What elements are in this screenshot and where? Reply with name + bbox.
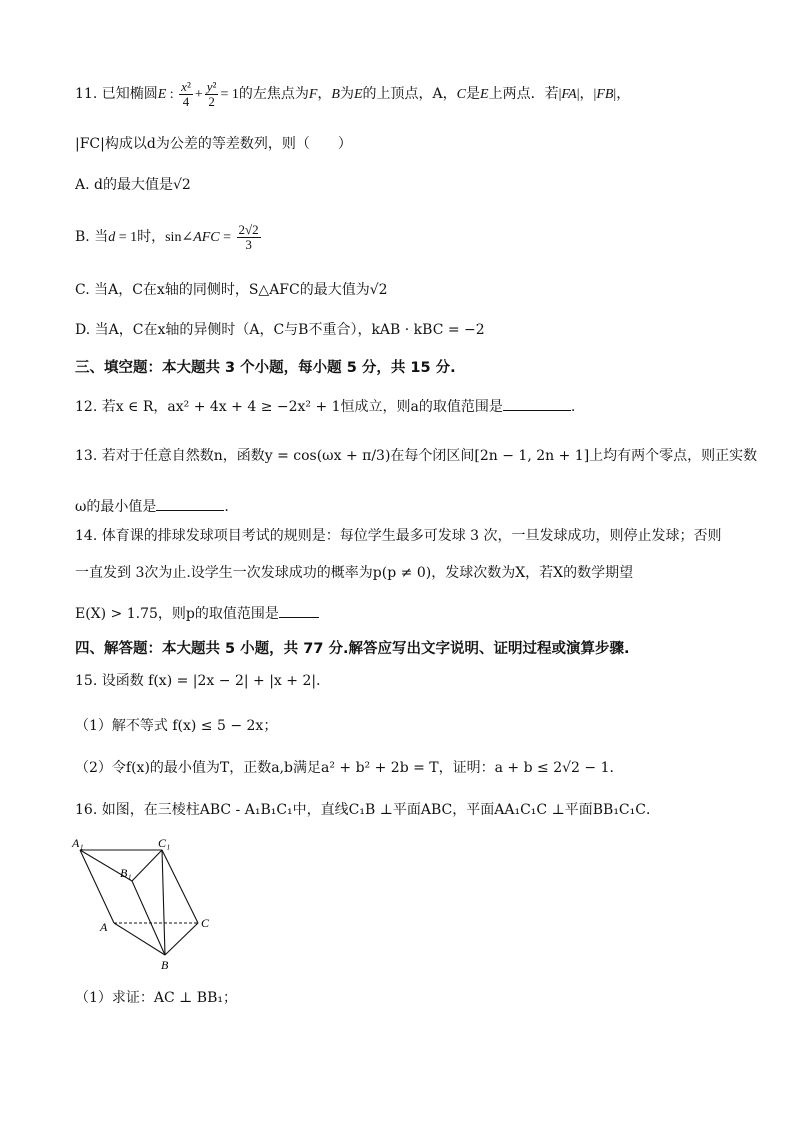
q11-option-c: C. 当A，C在x轴的同侧时，S△AFC的最大值为√2 <box>75 282 388 298</box>
label-c1: C₁ <box>158 836 171 850</box>
q11-option-a: A. d的最大值是√2 <box>75 177 191 193</box>
label-c: C <box>201 916 210 930</box>
q11-line2: |FC|构成以d为公差的等差数列，则（ ） <box>75 136 352 152</box>
q15-part2: （2）令f(x)的最小值为T，正数a,b满足a² + b² + 2b = T，证明：a + b ≤ 2√2 − 1． <box>75 760 624 776</box>
edge-bc <box>165 923 198 955</box>
label-b1: B₁ <box>120 866 132 880</box>
q13-text: ω的最小值是 <box>75 499 157 515</box>
q11-prefix: 11. 已知椭圆 <box>75 86 158 103</box>
q16-stem: 16. 如图，在三棱柱ABC - A₁B₁C₁中，直线C₁B ⊥平面ABC，平面AA₁C₁C ⊥平面BB₁C₁C． <box>75 802 660 818</box>
q11-text-c: ， <box>317 86 332 103</box>
label-a1: A₁ <box>72 836 84 850</box>
q11-ellipse-eq: E : $\frac{\text{x²}}{4}$ + $\frac{\text{y²}}{2}$ = 1 <box>157 79 239 110</box>
q16-part1: （1）求证：AC ⊥ BB₁； <box>75 990 237 1006</box>
q14-line2: 一直发到 3次为止.设学生一次发球成功的概率为p(p ≠ 0)，发球次数为X，若X的数学期望 <box>75 565 634 581</box>
q15-part1: （1）解不等式 f(x) ≤ 5 − 2x； <box>75 718 278 734</box>
edge-c1c <box>162 850 198 923</box>
q15-stem: 15. 设函数 f(x) = |2x − 2| + |x + 2|． <box>75 673 331 689</box>
q11-text-d: 为 <box>339 86 354 103</box>
edge-a1a <box>80 850 114 923</box>
q13-line2: ω的最小值是 . <box>75 499 229 515</box>
q14-line1: 14. 体育课的排球发球项目考试的规则是：每位学生最多可发球 3 次，一旦发球成功，则停止发球；否则 <box>75 528 722 544</box>
q11-option-d: D. 当A，C在x轴的异侧时（A，C与B不重合），kAB · kBC = −2 <box>75 322 485 338</box>
edge-b1b <box>132 881 165 955</box>
q11-option-b: B. 当d = 1时，sin∠AFC = $\frac{2√2}{3}$ <box>75 222 259 253</box>
q14-text: E(X) > 1.75，则p的取值范围是 <box>75 606 279 622</box>
q13-line1: 13. 若对于任意自然数n，函数y = cos(ωx + π/3)在每个闭区间[2n − 1, 2n + 1]上均有两个零点，则正实数 <box>75 448 758 464</box>
q14-line3 <box>75 605 319 623</box>
q13-answer-blank <box>156 498 224 511</box>
label-a: A <box>100 920 108 934</box>
q11-text-e: 的上顶点，A， <box>362 86 457 103</box>
prism-diagram <box>70 835 220 975</box>
q14-answer-blank <box>279 605 319 618</box>
section3-title: 三、填空题：本大题共 3 个小题，每小题 5 分，共 15 分. <box>75 360 456 376</box>
q11-text-g: 上两点．若 <box>488 86 559 103</box>
edge-b1c1 <box>132 850 162 881</box>
label-b: B <box>161 958 169 972</box>
q12-answer-blank <box>503 398 571 411</box>
q11-line1: 11. 已知椭圆E : $\frac{\text{x²}}{4}$ + $\frac{\text{y²}}{2}$ = 1的左焦点为F，B为E的上顶点，A，C是E上两点．若|FA|，|FB|， <box>75 79 631 110</box>
q11-text-b: 的左焦点为 <box>238 86 309 103</box>
edge-c1b <box>162 850 165 955</box>
section4-title: 四、解答题：本大题共 5 小题，共 77 分.解答应写出文字说明、证明过程或演算步骤. <box>75 641 630 657</box>
q12: 12. 若x ∈ R，ax² + 4x + 4 ≥ −2x² + 1恒成立，则a的取值范围是 . <box>75 399 576 415</box>
q11-text-f: 是 <box>466 86 481 103</box>
q12-text: 12. 若x ∈ R，ax² + 4x + 4 ≥ −2x² + 1恒成立，则a的取值范围是 <box>75 399 503 415</box>
